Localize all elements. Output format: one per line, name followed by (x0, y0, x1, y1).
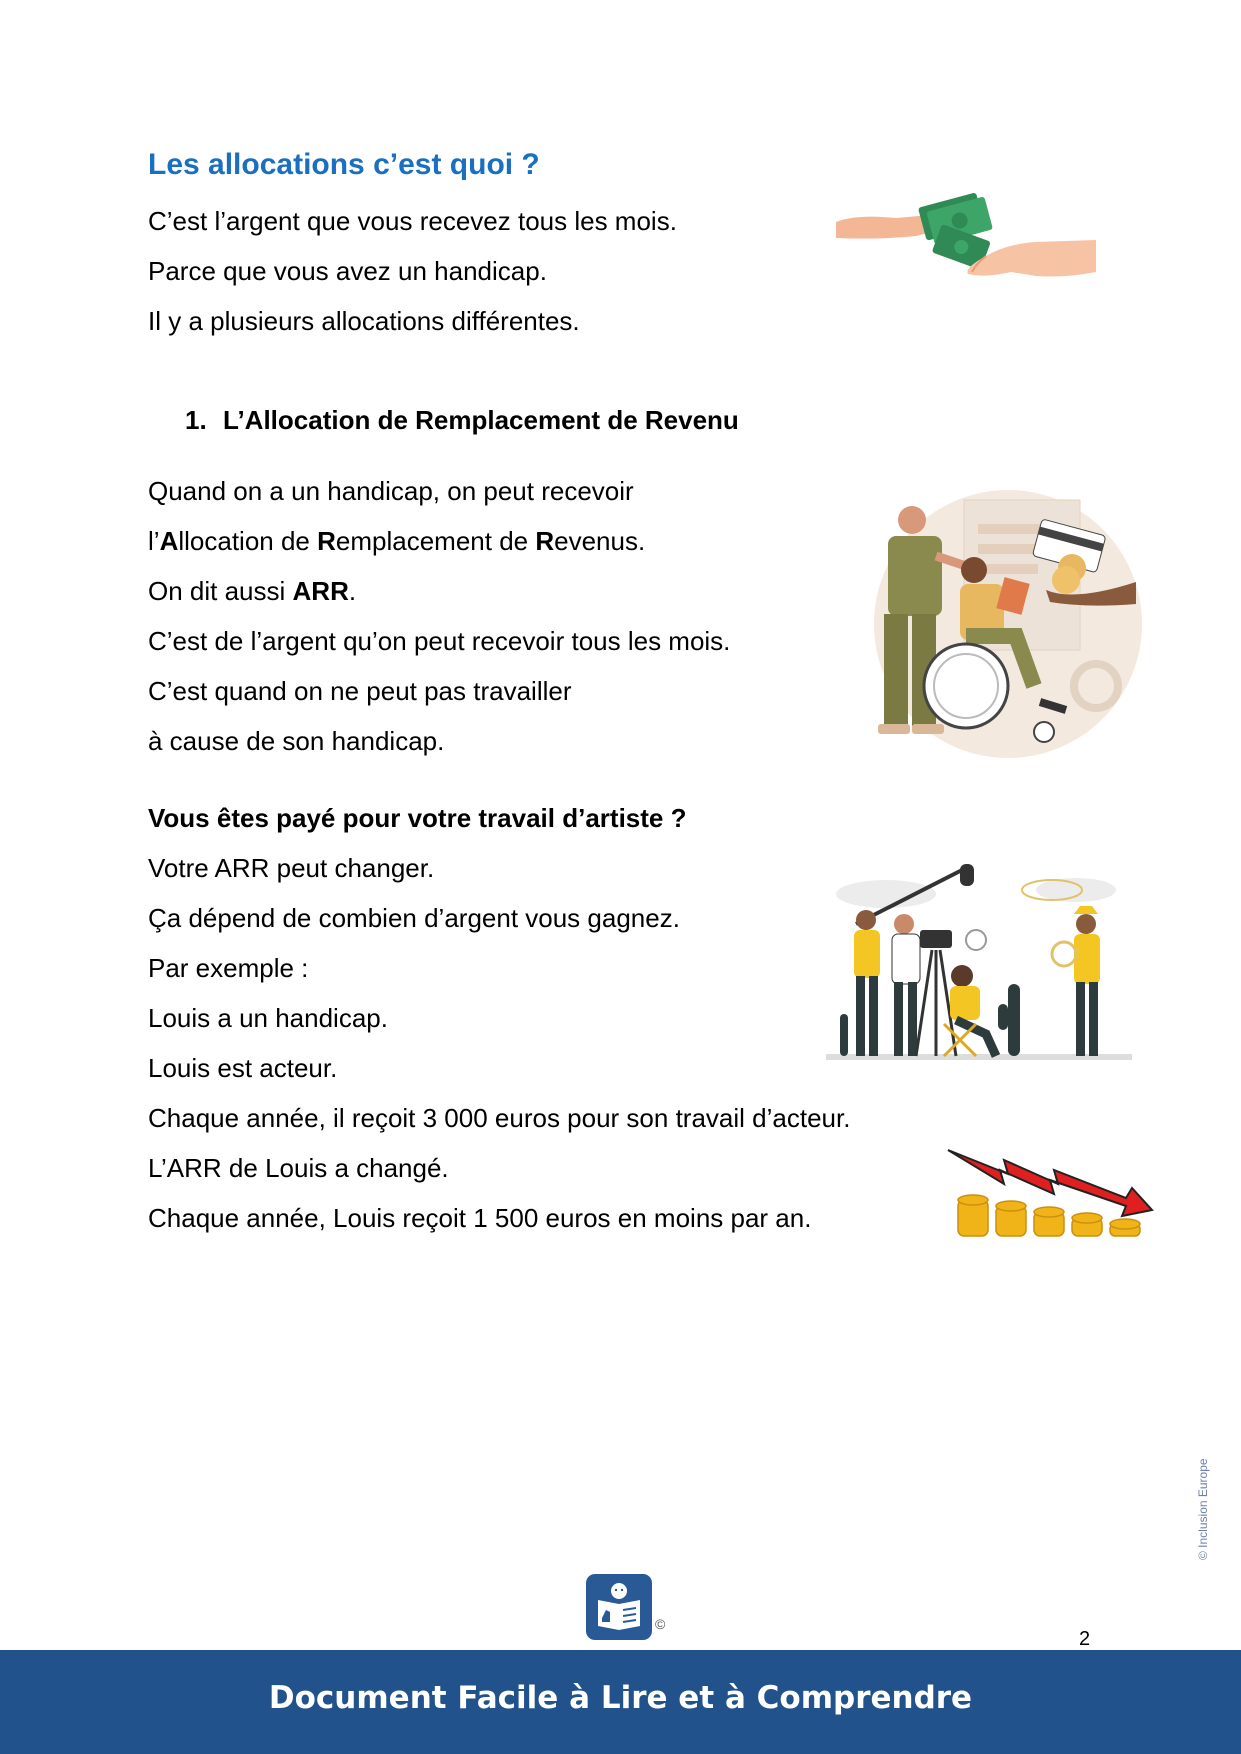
artist-line: Par exemple : (148, 953, 309, 983)
text-run: On dit aussi (148, 576, 293, 606)
artist-question: Vous êtes payé pour votre travail d’artiste ? (148, 803, 687, 833)
artist-line: Ça dépend de combien d’argent vous gagnez. (148, 903, 680, 933)
bold-letter: R (535, 526, 555, 556)
page-number: 2 (1079, 1628, 1091, 1650)
artist-line: Votre ARR peut changer. (148, 853, 435, 883)
easy-to-read-logo (586, 1574, 652, 1640)
bold-acronym: ARR (292, 576, 349, 606)
intro-line: Parce que vous avez un handicap. (148, 256, 547, 286)
footer-bar (0, 1650, 1241, 1754)
arr-line: C’est de l’argent qu’on peut recevoir tous les mois. (148, 626, 731, 656)
money-hands-illustration (836, 192, 1096, 304)
arr-line: à cause de son handicap. (148, 726, 445, 756)
film-crew-illustration (826, 864, 1132, 1072)
section-title: L’Allocation de Remplacement de Revenu (223, 405, 739, 435)
text-run: llocation de (178, 526, 318, 556)
footer-title: Document Facile à Lire et à Comprendre (268, 1680, 973, 1716)
arr-line: C’est quand on ne peut pas travailler (148, 676, 572, 706)
decreasing-coins-illustration (946, 1140, 1154, 1240)
copyright-mark: © (655, 1616, 666, 1632)
section-heading (185, 405, 739, 436)
text-run: l’ (148, 526, 160, 556)
artist-line: Chaque année, il reçoit 3 000 euros pour son travail d’acteur. (148, 1103, 851, 1133)
arr-line (148, 576, 356, 607)
intro-line: C’est l’argent que vous recevez tous les mois. (148, 206, 677, 236)
page-title: Les allocations c’est quoi ? (148, 148, 540, 181)
artist-line: Chaque année, Louis reçoit 1 500 euros en moins par an. (148, 1203, 812, 1233)
bold-letter: R (317, 526, 336, 556)
arr-line: Quand on a un handicap, on peut recevoir (148, 476, 634, 506)
copyright-side-text: © Inclusion Europe (1196, 1458, 1210, 1560)
artist-line: L’ARR de Louis a changé. (148, 1153, 449, 1183)
intro-line: Il y a plusieurs allocations différentes. (148, 306, 580, 336)
arr-line (148, 526, 645, 557)
artist-line: Louis est acteur. (148, 1053, 338, 1083)
reading-person-icon (586, 1574, 652, 1640)
section-number: 1. (185, 405, 207, 435)
text-run: emplacement de (335, 526, 536, 556)
text-run: . (348, 576, 357, 606)
artist-line: Louis a un handicap. (148, 1003, 388, 1033)
caregiver-wheelchair-illustration (866, 486, 1146, 766)
bold-letter: A (159, 526, 179, 556)
text-run: evenus. (554, 526, 646, 556)
